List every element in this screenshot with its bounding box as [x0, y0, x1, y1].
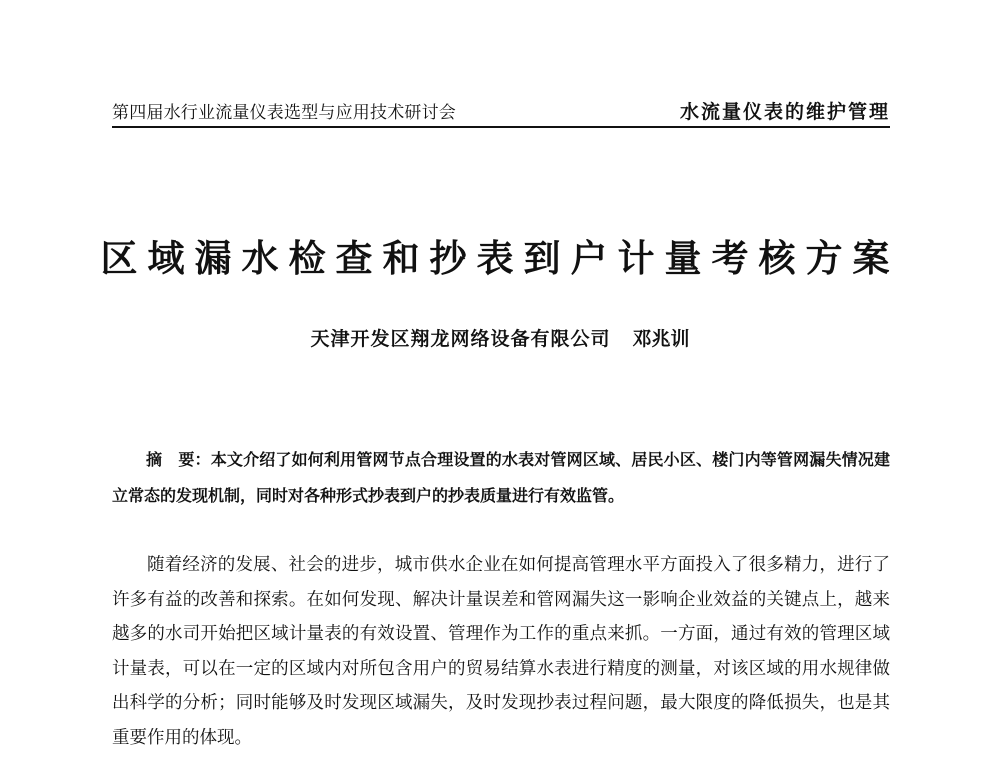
abstract-label: 摘 要：	[146, 450, 211, 469]
body-paragraph: 随着经济的发展、社会的进步，城市供水企业在如何提高管理水平方面投入了很多精力，进行了许多有益的改善和探索。在如何发现、解决计量误差和管网漏失这一影响企业效益的关键点上，越来越多的水司开始把区域计量表的有效设置、管理作为工作的重点来抓。一方面，通过有效的管理区域计量表，可以在一定的区域内对所包含用户的贸易结算水表进行精度的测量，对该区域的用水规律做出科学的分析；同时能够及时发现区域漏失，及时发现抄表过程问题，最大限度的降低损失，也是其重要作用的体现。	[112, 555, 890, 748]
running-header	[112, 98, 890, 128]
conference-name: 第四届水行业流量仪表选型与应用技术研讨会	[112, 103, 456, 123]
abstract-text: 本文介绍了如何利用管网节点合理设置的水表对管网区域、居民小区、楼门内等管网漏失情况建立常态的发现机制，同时对各种形式抄表到户的抄表质量进行有效监管。	[112, 450, 890, 505]
abstract	[112, 442, 890, 514]
author-line	[0, 324, 1000, 351]
paper-title: 区域漏水检查和抄表到户计量考核方案	[100, 236, 900, 280]
author-organization: 天津开发区翔龙网络设备有限公司	[310, 328, 611, 350]
author-name: 邓兆训	[632, 328, 690, 350]
section-name: 水流量仪表的维护管理	[679, 101, 890, 123]
